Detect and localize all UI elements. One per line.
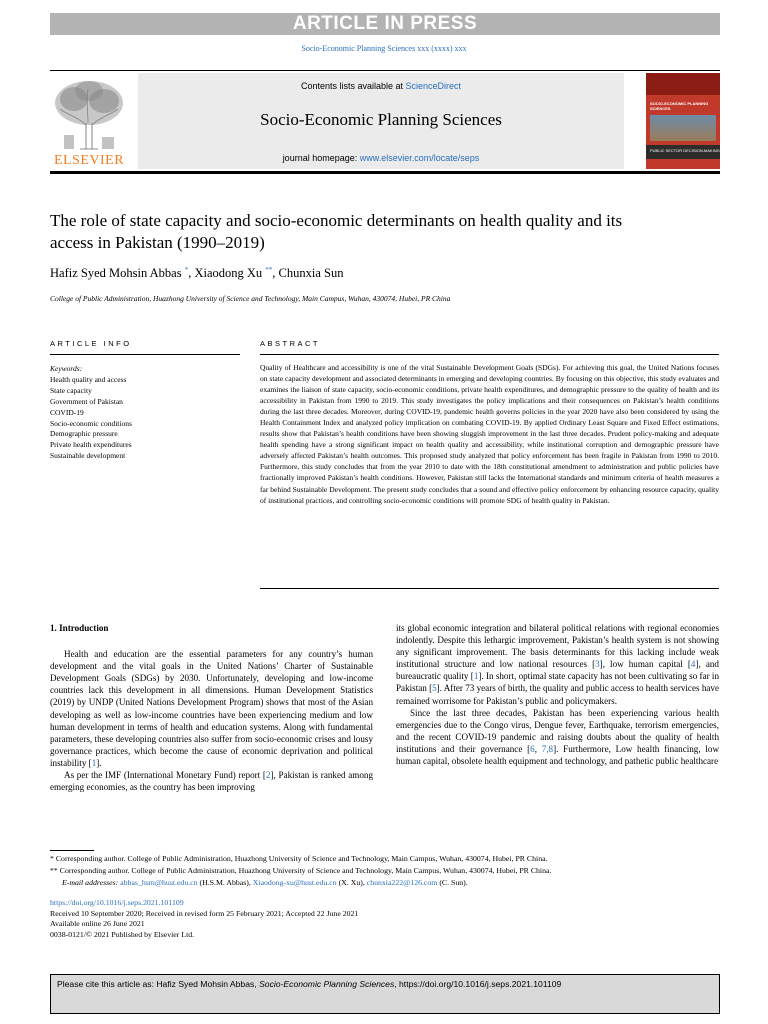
paragraph-text: ]. Furthermore, Low health financing, low human capital, obsolete health equipment and technology, and pathetic public healthcare (396, 743, 720, 767)
keyword-item: COVID-19 (50, 407, 84, 417)
paragraph-text: its global economic integration and bilateral political relations with regional economies indolently. Despite this lethargic improvement, Pakistan’s health system is not showing any significant improvement. The basis determinants for this lacking include weak institutional structure and low national resources [ (396, 623, 719, 670)
paragraph-text: ]. (96, 757, 102, 768)
reference-link[interactable]: 3 (595, 659, 600, 670)
received-dates: Received 10 September 2020; Received in revised form 25 February 2021; Accepted 22 June 2021 (50, 908, 359, 918)
paragraph-text: ]. In short, optimal state capacity has not been cultivating so far in Pakistan [ (396, 671, 719, 694)
keyword-item: Demographic pressure (50, 429, 118, 439)
body-paragraph: Since the last three decades, Pakistan has been experiencing various health emergencies due to the Congo virus, Dengue fever, Earthquake, terrorism emergencies, and the recent COVID-19 pandemic and raising doubts about the quality of health institutions and their governance [6, 7,8]. Furthermore, Low health financing, low human capital, obsolete health equipment and technology, and pathetic public healthcare (396, 707, 720, 767)
keyword-item: Sustainable development (50, 451, 126, 461)
footnote-corresponding-1: * Corresponding author. College of Public Administration, Huazhong University of Science and Technology, Main Campus, Wuhan, 430074, Hubei, PR China. (50, 854, 548, 863)
keyword-item: Government of Pakistan (50, 396, 123, 406)
email-link[interactable]: chunxia222@126.com (366, 878, 438, 888)
author-mark[interactable]: ** (265, 266, 273, 274)
doi-link[interactable]: https://doi.org/10.1016/j.seps.2021.101109 (50, 898, 184, 907)
paragraph-text: ], low human capital [ (599, 659, 691, 670)
article-title: The role of state capacity and socio-economic determinants on health quality and its access in Pakistan (1990–2019) (50, 211, 623, 252)
reference-link[interactable]: 1 (91, 757, 97, 768)
citation-prefix: Please cite this article as: Hafiz Syed Mohsin Abbas, (57, 979, 260, 989)
citation-journal: Socio-Economic Planning Sciences (259, 979, 395, 989)
keywords-label: Keywords: (50, 364, 83, 373)
body-column-left (50, 622, 373, 793)
body-paragraph (50, 769, 373, 793)
cover-stripe (646, 73, 720, 95)
keyword-item: Private health expenditures (50, 440, 132, 450)
footnote-emails (50, 877, 730, 889)
keyword-item: Socio-economic conditions (50, 418, 132, 428)
article-in-press-banner: ARTICLE IN PRESS (50, 13, 720, 35)
homepage-line (138, 153, 624, 163)
email-owner: (C. Sun). (439, 878, 468, 888)
author-name[interactable]: Hafiz Syed Mohsin Abbas (50, 266, 182, 281)
paragraph-text: ]. After 73 years of birth, the quality and public access to health services have remained worrisome for Pakistan’s public and policymakers. (396, 683, 719, 706)
paragraph-text: ], Pakistan is ranked among emerging economies, as the country has been improving (50, 770, 373, 793)
citation-box (50, 974, 720, 1014)
available-online: Available online 26 June 2021 (50, 919, 145, 928)
contents-label: Contents lists available at (300, 81, 406, 91)
citation-doi[interactable]: , https://doi.org/10.1016/j.seps.2021.101109 (394, 979, 562, 989)
masthead-box (138, 73, 624, 169)
keyword-item: State capacity (50, 385, 92, 395)
author-mark[interactable]: * (184, 266, 189, 274)
contents-line (138, 81, 624, 91)
reference-link[interactable]: 4 (690, 659, 696, 670)
cover-title: SOCIO-ECONOMIC PLANNING SCIENCES (650, 101, 709, 111)
footnotes (50, 853, 730, 890)
reference-link[interactable]: 5 (432, 683, 437, 694)
abstract-heading: ABSTRACT (260, 339, 321, 348)
article-info-rule (50, 354, 240, 355)
paragraph-text: Health and education are the essential parameters for any country’s human development and the vital goals in the United Nations’ Charter of Sustainable Development Goals (SDGs) by 2030. Unfortunately, developing and low-income countries lack this development in all dimensions. Human Development Statistics (2019) by UNDP (United Nations Development Program) shows that most of the Asian developing as well as low-income countries have been experiencing medium and low human development in terms of health and education systems. Along with fundamental parameters, these developing countries also suffer from socio-economic crises and lousy governance practices, which become the cause of economic deprivation and political instability [ (50, 649, 373, 768)
abstract-text: Quality of Healthcare and accessibility is one of the vital Sustainable Development Goals (SDGs). For achieving this goal, the United Nations focuses on state capacity development and associated determinants in emerging and developing countries. By focusing on this objective, this study evaluates and examines the liaison of state capacity, socio-economic conditions, private health expenditures, and demographic pressure to the quality of health and its accessibility in Pakistan from 1990 to 2019. This study investigates the policy implications and their consequences on Pakistan’s health conditions during the last three decades. Moreover, during COVID-19, pandemic health governs policies in the year 2020 have also been considered by using the Health Containment Index and analyzed policy implication on combating COVID-19. By applied Ordinary Least Square and Fixed Effect estimations, results show that Pakistan’s health conditions have been showing sluggish improvement in the last three decades. Prudent policy-making and adequate health spending have a strong significant impact on health quality and accessibility, while institutional corruption and demographic pressure have adversely affected Pakistan’s health outcomes. This proposed study analyzed that policy enforcement has been fragile in Pakistan from 1990 to 2010. Furthermore, this study concludes that from the year 2010 to date with the 18th constitutional amendment to administration and public policies have fractionally improved Pakistan’s health conditions. However, Pakistan still lacks the International standards and minimum criteria of health measures a far behind Sustainable Development. The present study concludes that a sound and effective policy enforcement by enhancing resource capacity, quality of institutional practices, and controlling socio-economic conditions will promote SDG of health quality in Pakistan. (260, 363, 719, 505)
paragraph-text: As per the IMF (International Monetary Fund) report [ (64, 770, 266, 781)
email-label: E-mail addresses: (62, 878, 119, 888)
paragraph-text: Since the last three decades, Pakistan has been experiencing various health emergencies due to the Congo virus, Dengue fever, Earthquake, terrorism emergencies, and the recent COVID-19 pandemic and raising doubts about the quality of health institutions and their governance [ (396, 707, 719, 754)
publication-info (50, 898, 730, 940)
journal-title: Socio-Economic Planning Sciences (260, 110, 502, 129)
affiliation: College of Public Administration, Huazhong University of Science and Technology, Main Campus, Wuhan, 430074, Hubei, PR China (50, 294, 451, 303)
email-link[interactable]: Xiaodong-xu@hust.edu.cn (252, 878, 337, 888)
homepage-label: journal homepage: (282, 153, 360, 163)
author-name[interactable]: Xiaodong Xu (194, 266, 263, 281)
footnote-rule (50, 850, 94, 851)
article-info-heading: ARTICLE INFO (50, 339, 132, 348)
section-heading-introduction: 1. Introduction (50, 623, 109, 633)
cover-band (646, 145, 720, 159)
email-link[interactable]: abbas_hsm@hust.edu.cn (120, 878, 198, 888)
header-divider (50, 171, 720, 174)
issn-copyright: 0038-0121/© 2021 Published by Elsevier Ltd. (50, 929, 195, 939)
abstract-rule (260, 354, 719, 355)
journal-cover-thumbnail[interactable] (646, 73, 720, 169)
tree-logo-icon (50, 77, 128, 151)
reference-link[interactable]: 2 (265, 770, 271, 781)
author-name[interactable]: Chunxia Sun (278, 266, 344, 281)
keywords-block (50, 364, 240, 462)
sciencedirect-link[interactable]: ScienceDirect (405, 81, 462, 91)
keyword-item: Health quality and access (50, 374, 127, 384)
email-owner: (H.S.M. Abbas), (199, 878, 251, 888)
abstract-bottom-rule (260, 588, 719, 589)
reference-link[interactable]: 7,8 (541, 743, 554, 754)
cover-photo (650, 115, 716, 141)
body-paragraph (50, 648, 373, 769)
reference-link[interactable]: 1 (473, 671, 479, 682)
body-paragraph (396, 622, 719, 707)
elsevier-logo[interactable] (50, 77, 128, 169)
email-owner: (X. Xu), (338, 878, 365, 888)
cover-band-text: PUBLIC SECTOR DECISION-MAKING (650, 148, 720, 153)
journal-header (50, 70, 720, 171)
reference-link[interactable]: 6 (530, 743, 535, 754)
homepage-link[interactable]: www.elsevier.com/locate/seps (359, 153, 480, 163)
footnote-corresponding-2: ** Corresponding author. College of Public Administration, Huazhong University of Science and Technology, Main Campus, Wuhan, 430074, Hubei, PR China. (50, 866, 552, 876)
body-column-right (396, 622, 719, 767)
journal-reference[interactable]: Socio-Economic Planning Sciences xxx (xxxx) xxx (301, 44, 467, 53)
paragraph-text: ], and bureaucratic quality [ (396, 659, 719, 682)
elsevier-wordmark: ELSEVIER (53, 153, 125, 168)
author-list: Hafiz Syed Mohsin Abbas *, Xiaodong Xu **, Chunxia Sun (50, 266, 344, 281)
